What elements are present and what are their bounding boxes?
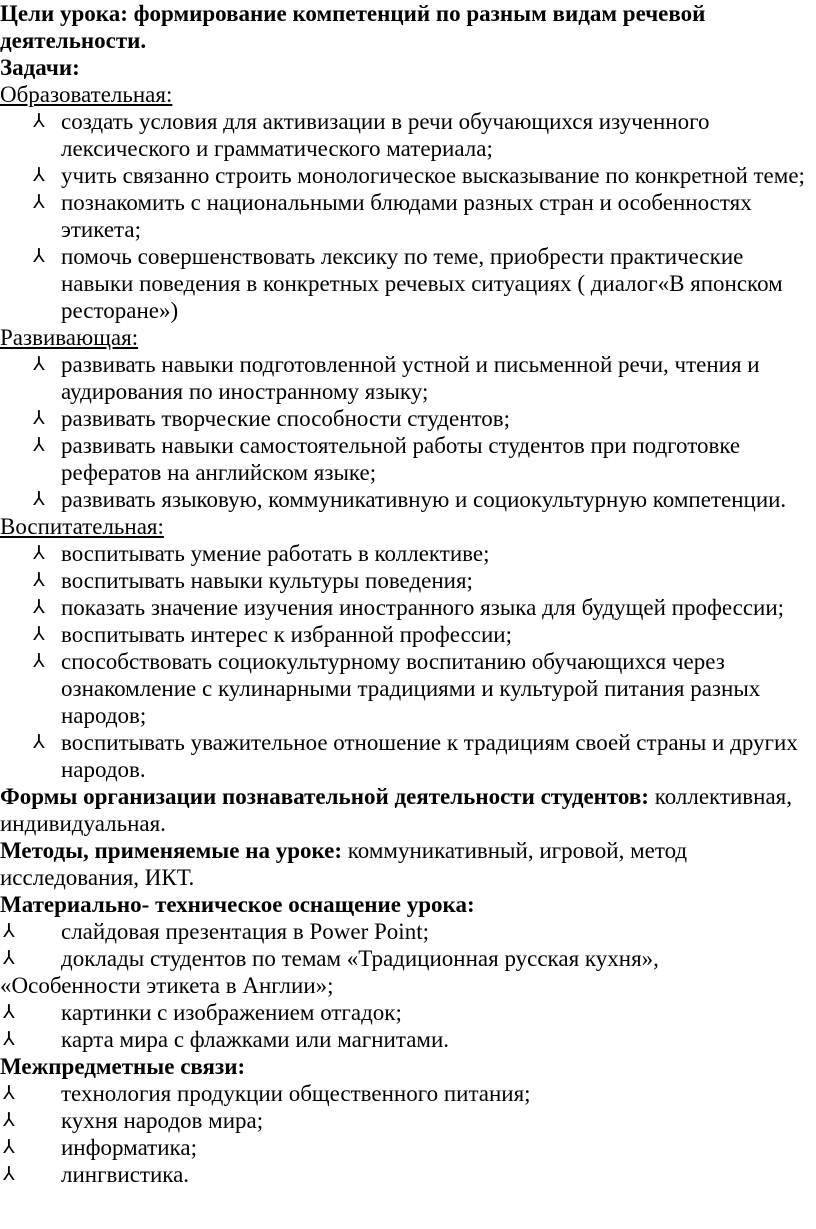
bullet-icon: ⅄ [3, 1029, 15, 1050]
list-item [3, 1107, 816, 1134]
bullet-icon: ⅄ [3, 1137, 15, 1158]
section-label-upbringing: Воспитательная: [0, 514, 164, 539]
upbringing-list [0, 540, 816, 783]
tasks-heading: Задачи: [0, 55, 80, 80]
list-item [33, 189, 816, 243]
bullet-icon: ⅄ [33, 543, 45, 564]
bullet-icon: ⅄ [3, 1083, 15, 1104]
list-item [33, 243, 816, 324]
list-item [33, 567, 816, 594]
list-item-text: развивать творческие способности студентов; [61, 406, 511, 431]
list-item-text: развивать навыки самостоятельной работы студентов при подготовке рефератов на английском языке; [61, 433, 741, 485]
bullet-icon: ⅄ [33, 651, 45, 672]
list-item-text: картинки с изображением отгадок; [61, 1000, 402, 1025]
list-item [33, 648, 816, 729]
list-item-text: воспитывать интерес к избранной профессии; [61, 622, 513, 647]
list-item [33, 486, 816, 513]
list-item-text: воспитывать умение работать в коллективе; [61, 541, 490, 566]
methods-text: коммуникативный, игровой, метод исследования, ИКТ. [0, 838, 688, 890]
list-item-text: доклады студентов по темам «Традиционная русская кухня», [61, 946, 659, 971]
list-item [33, 594, 816, 621]
equipment-continuation: «Особенности этикета в Англии»; [0, 973, 334, 998]
developing-list [0, 351, 816, 513]
equipment-list [0, 918, 816, 972]
list-item-text: воспитывать уважительное отношение к традициям своей страны и других народов. [61, 730, 798, 782]
list-item-text: помочь совершенствовать лексику по теме, приобрести практические навыки поведения в конкретных речевых ситуациях ( диалог«В японском ресторане») [61, 244, 783, 323]
list-item-text: учить связанно строить монологическое высказывание по конкретной теме; [61, 163, 805, 188]
bullet-icon: ⅄ [33, 489, 45, 510]
list-item [3, 999, 816, 1026]
bullet-icon: ⅄ [33, 354, 45, 375]
forms-text: коллективная, индивидуальная. [0, 784, 792, 836]
list-item-text: способствовать социокультурному воспитанию обучающихся через ознакомление с кулинарными традициями и культурой питания разных народов; [61, 649, 761, 728]
list-item [33, 108, 816, 162]
section-label-educational: Образовательная: [0, 82, 173, 107]
bullet-icon: ⅄ [3, 921, 15, 942]
list-item [3, 1134, 816, 1161]
bullet-icon: ⅄ [33, 111, 45, 132]
list-item-text: карта мира с флажками или магнитами. [61, 1027, 450, 1052]
bullet-icon: ⅄ [3, 948, 15, 969]
list-item-text: создать условия для активизации в речи обучающихся изученного лексического и грамматического материала; [61, 109, 710, 161]
bullet-icon: ⅄ [33, 192, 45, 213]
forms-label: Формы организации познавательной деятельности студентов: [0, 784, 649, 809]
equipment-list-continued [0, 999, 816, 1053]
list-item-text: развивать языковую, коммуникативную и социокультурную компетенции. [61, 487, 787, 512]
list-item [3, 1161, 816, 1188]
section-label-developing: Развивающая: [0, 325, 139, 350]
list-item-text: лингвистика. [61, 1162, 190, 1187]
interdisciplinary-list [0, 1080, 816, 1188]
bullet-icon: ⅄ [33, 624, 45, 645]
list-item-text: информатика; [61, 1135, 197, 1160]
list-item [3, 918, 816, 945]
list-item [3, 945, 816, 972]
bullet-icon: ⅄ [33, 597, 45, 618]
bullet-icon: ⅄ [33, 435, 45, 456]
list-item [33, 351, 816, 405]
list-item-text: кухня народов мира; [61, 1108, 264, 1133]
interdisciplinary-heading: Межпредметные связи: [0, 1054, 246, 1079]
forms-paragraph [0, 783, 816, 837]
list-item [3, 1080, 816, 1107]
educational-list [0, 108, 816, 324]
list-item-text: воспитывать навыки культуры поведения; [61, 568, 473, 593]
list-item [33, 432, 816, 486]
bullet-icon: ⅄ [3, 1110, 15, 1131]
list-item [33, 405, 816, 432]
list-item-text: познакомить с национальными блюдами разных стран и особенностях этикета; [61, 190, 752, 242]
bullet-icon: ⅄ [3, 1002, 15, 1023]
list-item-text: слайдовая презентация в Power Point; [61, 919, 429, 944]
list-item-text: показать значение изучения иностранного языка для будущей профессии; [61, 595, 785, 620]
bullet-icon: ⅄ [33, 165, 45, 186]
lesson-goal-title: Цели урока: формирование компетенций по разным видам речевой деятельности. [0, 1, 706, 53]
list-item [33, 621, 816, 648]
list-item [33, 162, 816, 189]
bullet-icon: ⅄ [3, 1164, 15, 1185]
bullet-icon: ⅄ [33, 570, 45, 591]
list-item [33, 729, 816, 783]
list-item-text: развивать навыки подготовленной устной и письменной речи, чтения и аудирования по иностранному языку; [61, 352, 760, 404]
bullet-icon: ⅄ [33, 408, 45, 429]
list-item [3, 1026, 816, 1053]
list-item [33, 540, 816, 567]
bullet-icon: ⅄ [33, 246, 45, 267]
methods-label: Методы, применяемые на уроке: [0, 838, 343, 863]
methods-paragraph [0, 837, 816, 891]
list-item-text: технология продукции общественного питания; [61, 1081, 531, 1106]
equipment-heading: Материально- техническое оснащение урока: [0, 892, 475, 917]
bullet-icon: ⅄ [33, 732, 45, 753]
